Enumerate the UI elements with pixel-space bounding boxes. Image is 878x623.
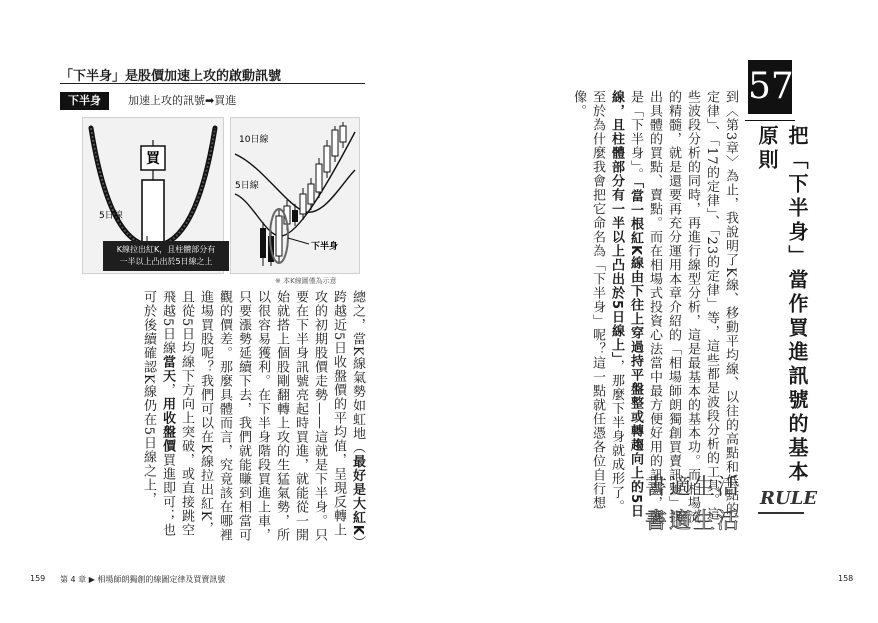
ma5-label: 5日線 <box>99 211 123 221</box>
candle <box>276 216 282 256</box>
figure-tag: 下半身 <box>60 92 109 110</box>
page-number-right: 158 <box>838 574 854 583</box>
body-run: ）跨越近5日收盤價的平均值，呈現反轉上攻的初期股價走勢——這就是下半身。只要在下半身訊號亮起時買進，就能從一開始就搭上個股剛翻轉上攻的生猛氣勢，所以很容易獲利。在下半身階段買進上車，只要漲勢延續下去，我們就能賺到相當可觀的價差。 <box>217 290 365 544</box>
body-run: 最好是大紅K <box>350 454 365 536</box>
diagram-chart <box>230 117 360 274</box>
candle <box>340 126 346 142</box>
body-run: 總之，當K線氣勢如虹地（ <box>350 290 365 455</box>
buy-label: 買 <box>146 151 160 167</box>
publisher-watermark-outline: 書適生活 <box>645 509 742 534</box>
caption-line-1: K線拉出紅K，且柱體部分有 <box>116 245 216 254</box>
body-run: 而在相場式投資心法當中最方便好用的訊號，就是「下半身」。 <box>628 90 662 524</box>
body-run: 買進即可；也可於後續確認K線仍在5日線之上， <box>141 290 175 538</box>
publisher-watermark: 書適生活 <box>645 475 742 500</box>
figure-subtitle: 加速上攻的訊號➡買進 <box>128 94 237 107</box>
candle <box>316 164 322 192</box>
figure-title: 「下半身」是股價加速上攻的啟動訊號 <box>60 69 282 84</box>
candle <box>300 194 306 214</box>
rule-tag-underline <box>758 512 804 514</box>
candle <box>292 210 298 222</box>
body-run: 用收盤價 <box>160 397 175 454</box>
body-run: 那麼具體而言，究竟該在哪裡進場買股呢？我們可以在K線拉出紅K，且從5日均線下方向上突破，或直接跳空飛越5日線 <box>160 290 232 542</box>
section-heading: 把「下半身」當作買進訊號的基本原則 <box>755 125 809 485</box>
body-run: ，那麼下半身就成形了。 <box>609 359 624 514</box>
body-run: 到〈第3章〉為止，我說明了K線、移動平均線、以往的高點和低點的定律」、「17的定律」、「23的定律」等，這些都是波段分析的工具。這些波段分析的同時，再進行線型分析，這是最基本的基本功。而相場流的精髓，就是還要再充分運用本章介紹的「相場師朗獨創買賣訊號」找出具體的買點、賣點。 <box>647 90 738 524</box>
chapter-label: 第 4 章 ▶ 相場師朗獨創的線圖定律及買賣訊號 <box>60 575 226 584</box>
body-run: 當天 <box>160 355 175 384</box>
candlestick-chart <box>231 118 359 273</box>
candle <box>308 184 314 204</box>
rule-number: 57 <box>748 60 792 114</box>
candle <box>324 146 330 172</box>
left-body-text <box>60 290 367 545</box>
candle <box>260 228 266 258</box>
body-run: 「當一根紅K線由下往上穿過持平盤整或轉趨向上的5日線，且柱體部分有一半以上凸出於5日線上」 <box>609 90 643 519</box>
title-divider <box>60 83 365 84</box>
callout-label: 下半身 <box>311 242 339 252</box>
ma10-label: 10日線 <box>239 135 269 145</box>
candle <box>332 130 338 156</box>
caption-line-2: 一半以上凸出於5日線之上 <box>119 257 213 266</box>
right-body-text <box>510 90 740 525</box>
page-number-left: 159 <box>30 574 46 583</box>
diagram-caption <box>103 241 229 271</box>
rule-number-divider <box>745 120 795 121</box>
ma5-label: 5日線 <box>235 181 259 191</box>
body-run: 至於為什麼我會把它命名為「下半身」呢？這一點就任憑各位自行想像。 <box>571 90 605 510</box>
rule-tag: RULE <box>760 488 818 509</box>
callout-pointer <box>288 238 309 244</box>
body-run: ， <box>160 383 175 398</box>
chart-note: ※ 本K線圖僅為示意 <box>275 277 337 285</box>
